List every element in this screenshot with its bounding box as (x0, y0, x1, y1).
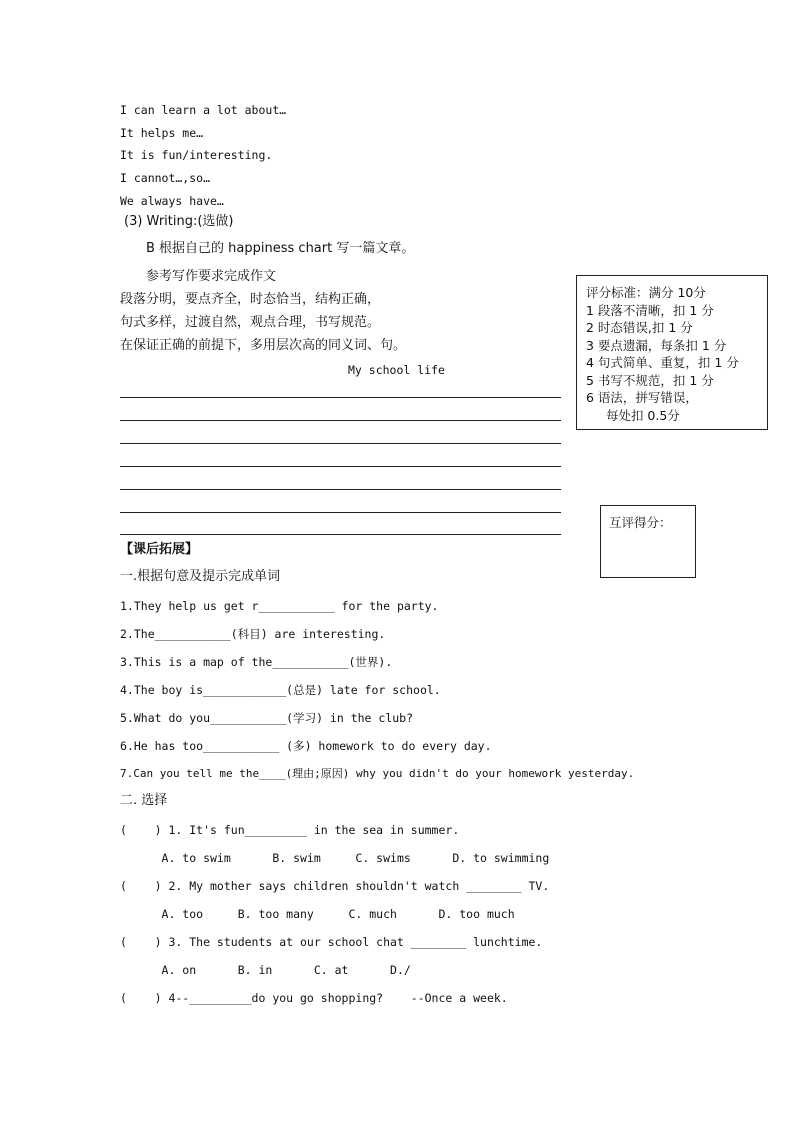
phrase-line: I cannot…,so… (120, 171, 211, 185)
phrase-line: It helps me… (120, 126, 204, 140)
scoring-item: 5 书写不规范，扣 1 分 (586, 372, 714, 388)
part1-title: 一.根据句意及提示完成单词 (120, 569, 281, 584)
extension-heading: 【课后拓展】 (120, 542, 199, 557)
fill-blank-item: 6.He has too___________ (多) homework to do every day. (120, 739, 492, 753)
scoring-item: 每处扣 0.5分 (598, 407, 680, 423)
fill-blank-item: 3.This is a map of the___________(世界). (120, 655, 393, 669)
writing-line[interactable] (120, 512, 561, 513)
writing-line[interactable] (120, 534, 561, 535)
scoring-item: 2 时态错误,扣 1 分 (586, 320, 693, 335)
writing-requirement: 在保证正确的前提下，多用层次高的同义词、句。 (120, 338, 407, 353)
scoring-item: 1 段落不清晰，扣 1 分 (586, 302, 714, 318)
part2-title: 二. 选择 (120, 793, 168, 808)
peer-score-box[interactable] (600, 505, 696, 578)
essay-title: My school life (348, 363, 445, 377)
scoring-item: 4 句式简单、重复，扣 1 分 (586, 355, 739, 370)
fill-blank-item: 7.Can you tell me the____(理由;原因) why you didn't do your homework yesterday. (120, 767, 635, 780)
writing-instruction: 参考写作要求完成作文 (146, 269, 277, 284)
scoring-item: 6 语法，拼写错误， (586, 390, 698, 405)
choice-options: A. too B. too many C. much D. too much (120, 907, 515, 921)
choice-question: ( ) 1. It's fun_________ in the sea in summer. (120, 823, 460, 837)
choice-question: ( ) 4--_________do you go shopping? --Once a week. (120, 991, 508, 1005)
fill-blank-item: 5.What do you___________(学习) in the club? (120, 711, 414, 725)
peer-score-label: 互评得分： (609, 515, 672, 530)
phrase-line: I can learn a lot about… (120, 103, 287, 117)
choice-question: ( ) 2. My mother says children shouldn't watch ________ TV. (120, 879, 550, 893)
writing-requirement: 段落分明，要点齐全，时态恰当，结构正确， (120, 292, 381, 307)
writing-requirement: 句式多样，过渡自然，观点合理，书写规范。 (120, 315, 381, 330)
choice-question: ( ) 3. The students at our school chat ________ lunchtime. (120, 935, 543, 949)
writing-line[interactable] (120, 466, 561, 467)
fill-blank-item: 2.The___________(科目) are interesting. (120, 627, 386, 641)
writing-task: B 根据自己的 happiness chart 写一篇文章。 (146, 241, 415, 256)
writing-line[interactable] (120, 420, 561, 421)
phrase-line: It is fun/interesting. (120, 148, 273, 162)
scoring-criteria-box (576, 275, 768, 430)
scoring-title: 评分标准：满分 10分 (586, 285, 706, 300)
phrase-line: We always have… (120, 194, 224, 208)
choice-options: A. to swim B. swim C. swims D. to swimming (120, 851, 550, 865)
choice-options: A. on B. in C. at D./ (120, 963, 411, 977)
writing-line[interactable] (120, 443, 561, 444)
fill-blank-item: 4.The boy is____________(总是) late for school. (120, 683, 441, 697)
writing-line[interactable] (120, 489, 561, 490)
fill-blank-item: 1.They help us get r___________ for the party. (120, 599, 439, 613)
writing-line[interactable] (120, 397, 561, 398)
scoring-item: 3 要点遗漏，每条扣 1 分 (586, 337, 727, 353)
writing-heading: (3) Writing:(选做) (124, 214, 234, 229)
